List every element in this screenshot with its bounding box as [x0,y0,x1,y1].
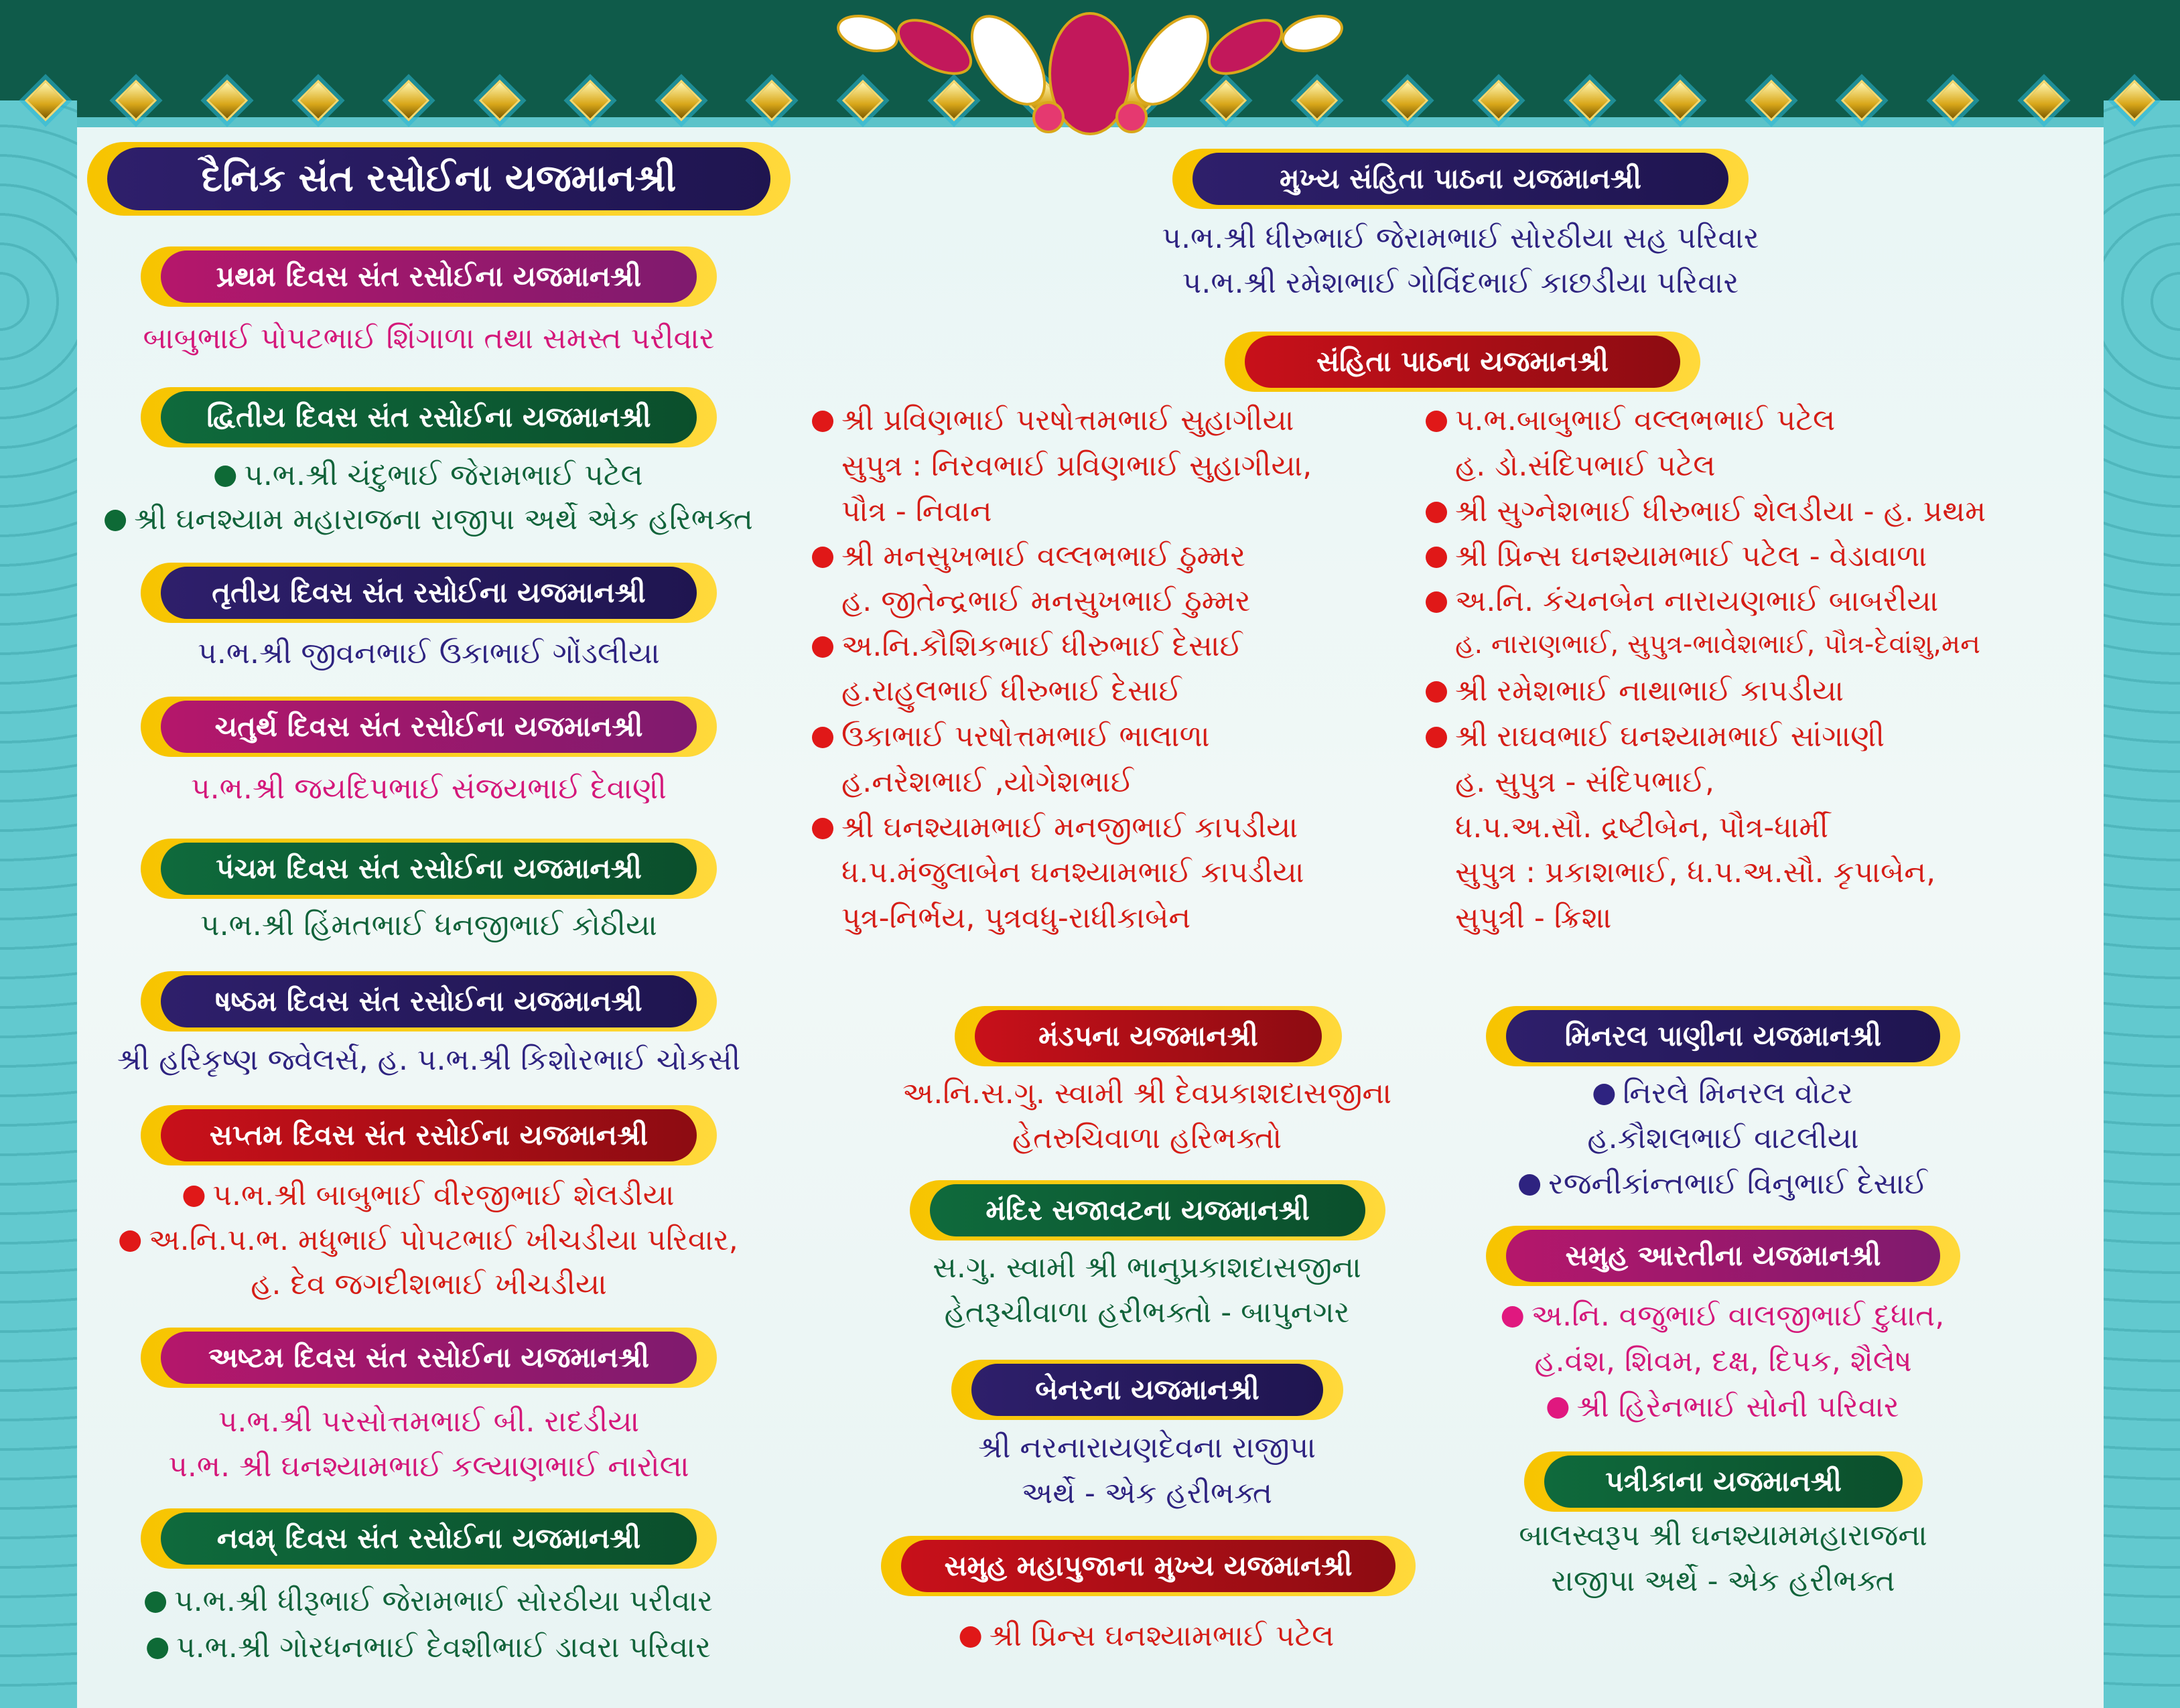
jewel-icon [388,80,429,121]
day-7-line-3: હ. દેવ જગદીશભાઈ ખીચડીયા [251,1267,607,1301]
day-7-title: સપ્તમ દિવસ સંત રસોઈના યજમાનશ્રી [161,1109,697,1161]
day-2-text-1: પ.ભ.શ્રી ચંદુભાઈ જેરામભાઈ પટેલ [244,458,643,492]
mandir-title: મંદિર સજાવટના યજમાનશ્રી [930,1184,1365,1236]
bullet-icon [812,411,833,432]
mandir-line-1: સ.ગુ. સ્વામી શ્રી ભાનુપ્રકાશદાસજીના [933,1251,1361,1285]
banner-line-2: અર્થે - એક હરીભક્ત [1021,1476,1273,1510]
day-9-text-2: પ.ભ.શ્રી ગોરધનભાઈ દેવશીભાઈ ડાવરા પરિવાર [176,1630,711,1664]
day-4-banner [141,697,717,757]
jewel-icon [661,80,702,121]
aarti-title: સમુહ આરતીના યજમાનશ્રી [1506,1230,1940,1282]
samhita-banner [1225,332,1700,392]
mukhya-samhita-line-2: પ.ભ.શ્રી રમેશભાઈ ગોવિંદભાઈ કાછડીયા પરિવાર [1182,266,1739,300]
mineral-banner [1486,1006,1960,1066]
samhita-c2-text-7: શ્રી રમેશભાઈ નાથાભાઈ કાપડીયા [1455,674,1844,708]
aarti-line-3 [1547,1389,1899,1425]
patrika-title: પત્રીકાના યજમાનશ્રી [1544,1455,1903,1508]
mandap-title: મંડપના યજમાનશ્રી [975,1010,1322,1062]
samhita-title: સંહિતા પાઠના યજમાનશ્રી [1245,336,1680,388]
day-4-line: પ.ભ.શ્રી જયદિપભાઈ સંજયભાઈ દેવાણી [191,772,667,806]
jewel-icon [297,80,338,121]
samhita-c2-line-12: સુપુત્રી - ક્રિશા [1455,901,1612,935]
bullet-icon [1547,1397,1568,1419]
patrika-line-2: રાજીપા અર્થે - એક હરીભક્ત [1551,1564,1895,1598]
samhita-c2-line-3 [1426,493,1986,530]
samhita-c2-text-1: પ.ભ.બાબુભાઈ વલ્લભભાઈ પટેલ [1455,403,1836,437]
bullet-icon [960,1626,981,1648]
day-5-line: પ.ભ.શ્રી હિંમતભાઈ ધનજીભાઈ કોઠીયા [200,908,657,942]
mineral-line-2: હ.કૌશલભાઈ વાટલીયા [1587,1121,1859,1155]
bullet-icon [1426,411,1447,432]
samhita-c1-text-4: શ્રી મનસુખભાઈ વલ્લભભાઈ ઠુમ્મર [841,539,1246,573]
mineral-text-3: રજનીકાંન્તભાઈ વિનુભાઈ દેસાઈ [1548,1167,1927,1201]
jewel-icon [1568,80,1610,121]
banner-line-1: શ્રી નરનારાયણદેવના રાજીપા [977,1431,1316,1465]
jewel-icon [1932,80,1974,121]
right-floral-border [2104,100,2180,1708]
mandap-line-1: અ.નિ.સ.ગુ. સ્વામી શ્રી દેવપ્રકાશદાસજીના [902,1076,1391,1111]
samhita-c2-line-8 [1426,718,1885,755]
mandap-line-2: હેતરુચિવાળા હરિભક્તો [1012,1121,1282,1155]
bullet-icon [145,1591,166,1613]
aarti-line-2: હ.વંશ, શિવમ, દક્ષ, દિપક, શૈલેષ [1534,1344,1912,1378]
day-1-banner [141,246,717,307]
day-8-line-1: પ.ભ.શ્રી પરસોત્તમભાઈ બી. રાદડીયા [218,1405,640,1439]
day-2-line-1 [214,457,642,494]
banner-banner [951,1360,1343,1420]
samhita-c2-line-7 [1426,672,1844,709]
samhita-c1-line-12: પુત્ર-નિર્ભય, પુત્રવધુ-રાધીકાબેન [841,901,1191,935]
bullet-icon [812,818,833,839]
mukhya-samhita-banner [1172,149,1749,209]
mahapuja-banner [881,1536,1416,1596]
day-6-title: ષષ્ઠમ દિવસ સંત રસોઈના યજમાનશ્રી [161,975,697,1027]
samhita-c1-line-2: સુપુત્ર : નિરવભાઈ પ્રવિણભાઈ સુહાગીયા, [841,449,1312,483]
samhita-c2-line-4 [1426,538,1927,575]
jewel-icon [1659,80,1701,121]
samhita-c2-text-3: શ્રી સુગ્નેશભાઈ ધીરુભાઈ શેલડીયા - હ. પ્રથમ [1455,494,1986,528]
jewel-icon [2114,80,2155,121]
jewel-icon [751,80,793,121]
samhita-c2-line-5 [1426,583,1938,620]
samhita-c1-text-8: ઉકાભાઈ પરષોત્તમભાઈ ભાલાળા [841,719,1210,754]
jewel-icon [569,80,611,121]
day-7-text-1: પ.ભ.શ્રી બાબુભાઈ વીરજીભાઈ શેલડીયા [212,1178,675,1212]
aarti-text-1: અ.નિ. વજુભાઈ વાલજીભાઈ દુધાત, [1531,1299,1945,1333]
day-9-title: નવમ્ દિવસ સંત રસોઈના યજમાનશ્રી [161,1512,697,1565]
jewel-icon [2023,80,2064,121]
day-2-line-2 [105,501,753,538]
day-1-title: પ્રથમ દિવસ સંત રસોઈના યજમાનશ્રી [161,251,697,303]
left-floral-border [0,100,77,1708]
main-heading-banner [87,142,791,216]
samhita-c1-line-9: હ.નરેશભાઈ ,યોગેશભાઈ [841,765,1134,799]
day-8-banner [141,1328,717,1388]
main-heading: દૈનિક સંત રસોઈના યજમાનશ્રી [107,147,770,210]
day-1-line: બાબુભાઈ પોપટભાઈ શિંગાળા તથા સમસ્ત પરીવાર [143,322,715,356]
mineral-text-1: નિરલે મિનરલ વોટર [1623,1076,1853,1111]
jewel-ornament-icon [807,0,1373,147]
jewel-icon [1751,80,1792,121]
samhita-c2-line-6: હ. નારાણભાઈ, સુપુત્ર-ભાવેશભાઈ, પૌત્ર-દેવાંશુ,મન [1455,629,1980,660]
bullet-icon [105,510,126,531]
patrika-line-1: બાલસ્વરૂપ શ્રી ઘનશ્યામમહારાજના [1519,1518,1927,1553]
mineral-title: મિનરલ પાણીના યજમાનશ્રી [1506,1010,1940,1062]
samhita-c2-line-11: સુપુત્ર : પ્રકાશભાઈ, ધ.પ.અ.સૌ. કૃપાબેન, [1455,855,1936,889]
samhita-c2-text-8: શ્રી રાઘવભાઈ ઘનશ્યામભાઈ સાંગાણી [1455,719,1885,754]
bullet-icon [183,1186,204,1207]
bullet-icon [214,466,236,487]
samhita-c1-line-4 [812,538,1245,575]
samhita-c1-line-1 [812,402,1294,439]
day-3-line: પ.ભ.શ્રી જીવનભાઈ ઉકાભાઈ ગોંડલીયા [198,636,660,670]
jewel-icon [1478,80,1519,121]
day-2-banner [141,387,717,447]
jewel-icon [1841,80,1883,121]
samhita-c1-text-1: શ્રી પ્રવિણભાઈ પરષોત્તમભાઈ સુહાગીયા [841,403,1294,437]
bullet-icon [812,727,833,748]
mukhya-samhita-title: મુખ્ય સંહિતા પાઠના યજમાનશ્રી [1193,153,1728,205]
samhita-c2-text-4: શ્રી પ્રિન્સ ઘનશ્યામભાઈ પટેલ - વેડાવાળા [1455,539,1927,573]
day-4-title: ચતુર્થ દિવસ સંત રસોઈના યજમાનશ્રી [161,701,697,753]
mahapuja-text-1: શ્રી પ્રિન્સ ઘનશ્યામભાઈ પટેલ [989,1619,1335,1653]
bullet-icon [1519,1174,1540,1196]
bullet-icon [812,547,833,568]
samhita-c1-line-8 [812,718,1210,755]
jewel-icon [25,80,66,121]
bullet-icon [1426,591,1447,613]
samhita-c1-line-10 [812,809,1298,846]
samhita-c1-text-6: અ.નિ.કૌશિકભાઈ ધીરુભાઈ દેસાઈ [841,629,1243,663]
day-7-banner [141,1105,717,1165]
bullet-icon [812,636,833,658]
jewel-icon [115,80,157,121]
samhita-c1-line-6 [812,628,1243,664]
mineral-line-1 [1593,1075,1852,1112]
day-7-line-2 [119,1222,738,1259]
bullet-icon [119,1230,141,1252]
samhita-c2-line-10: ધ.પ.અ.સૌ. દ્રષ્ટીબેન, પૌત્ર-ધાર્મી [1455,810,1829,845]
bullet-icon [1426,547,1447,568]
bullet-icon [1502,1306,1523,1328]
day-2-text-2: શ્રી ઘનશ્યામ મહારાજના રાજીપા અર્થે એક હરિભક્ત [134,502,753,537]
bullet-icon [1593,1084,1615,1105]
aarti-line-1 [1502,1297,1945,1334]
mandap-banner [955,1006,1342,1066]
mahapuja-line-1 [960,1618,1335,1654]
samhita-c1-line-11: ધ.પ.મંજુલાબેન ઘનશ્યામભાઈ કાપડીયા [841,855,1304,889]
day-3-title: તૃતીય દિવસ સંત રસોઈના યજમાનશ્રી [161,567,697,619]
samhita-c2-line-2: હ. ડો.સંદિપભાઈ પટેલ [1455,449,1716,483]
day-8-line-2: પ.ભ. શ્રી ઘનશ્યામભાઈ કલ્યાણભાઈ નારોલા [168,1449,689,1484]
patrika-banner [1524,1451,1923,1512]
jewel-icon [206,80,248,121]
day-5-title: પંચમ દિવસ સંત રસોઈના યજમાનશ્રી [161,843,697,895]
day-7-text-2: અ.નિ.પ.ભ. મધુભાઈ પોપટભાઈ ખીચડીયા પરિવાર, [149,1223,738,1257]
mineral-line-3 [1519,1165,1927,1202]
mahapuja-title: સમુહ મહાપુજાના મુખ્ય યજમાનશ્રી [901,1540,1395,1592]
day-3-banner [141,563,717,623]
aarti-text-3: શ્રી હિરેનભાઈ સોની પરિવાર [1576,1390,1899,1424]
samhita-c1-line-7: હ.રાહુલભાઈ ધીરુભાઈ દેસાઈ [841,674,1182,708]
day-6-line: શ્રી હરિકૃષ્ણ જ્વેલર્સ, હ. પ.ભ.શ્રી કિશોરભાઈ ચોકસી [117,1043,741,1077]
jewel-icon [1387,80,1428,121]
samhita-c2-line-9: હ. સુપુત્ર - સંદિપભાઈ, [1455,765,1715,799]
aarti-banner [1486,1226,1960,1286]
mukhya-samhita-line-1: પ.ભ.શ્રી ધીરુભાઈ જેરામભાઈ સોરઠીયા સહ પરિવાર [1162,221,1759,255]
day-9-line-2 [147,1629,711,1666]
samhita-c1-line-5: હ. જીતેન્દ્રભાઈ મનસુખભાઈ ઠુમ્મર [841,584,1251,618]
day-9-text-1: પ.ભ.શ્રી ધીરૂભાઈ જેરામભાઈ સોરઠીયા પરીવાર [174,1584,713,1618]
bullet-icon [147,1638,168,1659]
samhita-c2-line-1 [1426,402,1835,439]
bullet-icon [1426,681,1447,703]
day-6-banner [141,971,717,1031]
day-2-title: દ્વિતીય દિવસ સંત રસોઈના યજમાનશ્રી [161,391,697,443]
bullet-icon [1426,502,1447,523]
mandir-banner [910,1180,1385,1240]
banner-title: બેનરના યજમાનશ્રી [971,1364,1323,1416]
day-5-banner [141,839,717,899]
mandir-line-2: હેતરૂચીવાળા હરીભક્તો - બાપુનગર [944,1295,1350,1330]
bullet-icon [1426,727,1447,748]
day-7-line-1 [183,1177,674,1214]
day-9-banner [141,1508,717,1569]
samhita-c1-text-10: શ્રી ઘનશ્યામભાઈ મનજીભાઈ કાપડીયા [841,810,1298,845]
day-9-line-1 [145,1583,713,1620]
jewel-icon [479,80,521,121]
samhita-c1-line-3: પૌત્ર - નિવાન [841,494,992,528]
day-8-title: અષ્ટમ દિવસ સંત રસોઈના યજમાનશ્રી [161,1332,697,1384]
samhita-c2-text-5: અ.નિ. કંચનબેન નારાયણભાઈ બાબરીયા [1455,584,1939,618]
